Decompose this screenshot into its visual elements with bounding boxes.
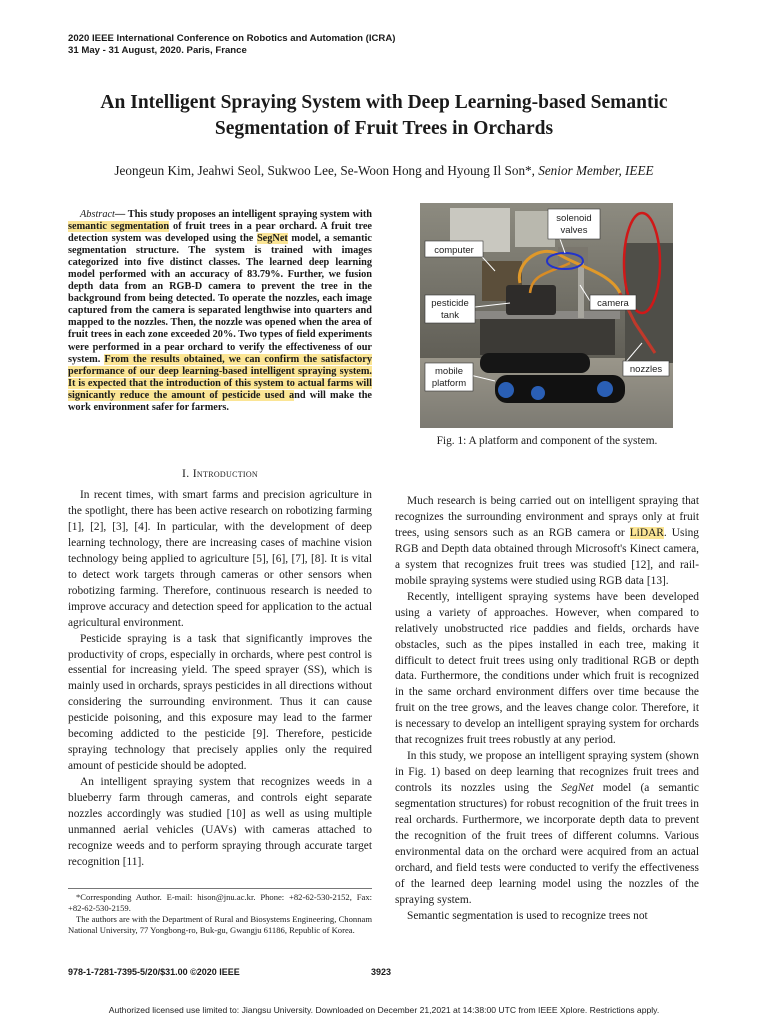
footnote-affiliation: The authors are with the Department of Rural and Biosystems Engineering, Chonnam National University, 77 Yongbong-ro, Buk-gu, Gwangju 61186, Republic of Korea.	[68, 913, 372, 935]
page-number: 3923	[371, 967, 392, 977]
abstract-label: Abstract	[80, 209, 115, 220]
footnote	[68, 888, 372, 936]
conference-header	[68, 33, 395, 57]
intro-right-column	[395, 494, 699, 925]
highlight-results: From the results obtained, we can confirm the satisfactory performance of our deep learning-based intelligent spraying system. It is expected that the introduction of this system to actual farms will signicantly reduce the amount of pesticide used a	[68, 353, 373, 401]
right-paragraph-2: Recently, intelligent spraying systems have been developed using a variety of approaches. However, when compared to relatively unobstructed rice paddies and fields, orchards have obstacles, such as the pipes installed in each tree, making it difficult to detect fruit trees using only traditional RGB or depth data. Furthermore, the conditions under which fruit is recognized in the same orchard environment differs over time because the fruit on the tree grows, and the leaves change color. Therefore, it is necessary to develop an intelligent spraying system for orchards that recognizes fruit trees robustly at any period.	[395, 590, 699, 747]
section-number: I.	[181, 466, 193, 480]
label-mobile-line1: mobile	[435, 366, 463, 377]
author-names: Jeongeun Kim, Jeahwi Seol, Sukwoo Lee, Se-Woon Hong and Hyoung Il Son*,	[114, 163, 535, 178]
author-line	[60, 162, 708, 180]
footnote-corresponding: *Corresponding Author. E-mail: hison@jnu.ac.kr. Phone: +82-62-530-2152, Fax: +82-62-530-2159.	[68, 892, 372, 913]
label-camera-text: camera	[597, 298, 629, 309]
title-line-1: An Intelligent Spraying System with Deep Learning-based Semantic	[100, 92, 668, 113]
abstract-text-1: This study proposes an intelligent spraying system with	[125, 209, 372, 220]
highlight-lidar: LiDAR	[629, 526, 664, 539]
highlight-semantic-segmentation: semantic segmentation	[68, 221, 170, 233]
right-paragraph-4: Semantic segmentation is used to recognize trees not	[407, 909, 648, 922]
label-mobile-platform	[425, 363, 473, 391]
label-solenoid-line1: solenoid	[556, 213, 592, 224]
right-p3-text-b: model (a semantic segmentation structures) for robust recognition of the fruit trees in real orchards. Furthermore, we incorporate depth data to prevent the recognition of the fruit trees of different columns. Various environmental data on the orchard were acquired from an actual orchard, and field tests were conducted to verify the effectiveness of the learned deep learning model using the nozzles of the spraying system.	[395, 782, 699, 906]
conference-dates: 31 May - 31 August, 2020. Paris, France	[68, 45, 247, 56]
label-pesticide-line2: tank	[441, 310, 459, 321]
intro-paragraph-1: In recent times, with smart farms and precision agriculture in the spotlight, there has been active research on robotizing farming [1], [2], [3], [4]. In particular, with the development of deep learning technology, there are increasing cases of machine vision technology being applied to agriculture [5], [6], [7], [8]. It is vital to detect work targets through cameras or other sensors when robotizing farming. Therefore, continuous research is needed to improve accuracy and detection speed for application to the actual agricultural environment.	[68, 489, 372, 629]
section-name: Introduction	[192, 466, 259, 480]
label-computer	[425, 241, 483, 257]
license-notice: Authorized licensed use limited to: Jiangsu University. Downloaded on December 21,2021 at 14:38:00 UTC from IEEE Xplore. Restrictions apply.	[108, 1005, 660, 1015]
platform-illustration	[420, 203, 673, 428]
right-p1-text-a: Much research is being carried out on intelligent spraying that recognizes the surrounding environment and sprays only at fruit trees, using sensors such as an RGB camera or	[395, 495, 699, 539]
intro-left-column	[68, 488, 372, 871]
label-pesticide-tank	[425, 295, 475, 323]
paper-title	[60, 90, 708, 142]
abstract-text-2: of fruit trees in a pear orchard. A fruit tree detection system was developed using the	[68, 221, 373, 245]
intro-paragraph-3: An intelligent spraying system that recognizes weeds in a blueberry farm through cameras, and controls eight separate nozzles accordingly was studied [10] as well as using multiple unmanned aerial vehicles (UAVs) with cameras attached to recognize weeds and to perform spraying through accurate target recognition [11].	[68, 776, 372, 868]
label-solenoid-line2: valves	[560, 225, 588, 236]
right-p1-text-b: . Using RGB and Depth data obtained through Microsoft's Kinect camera, a system that recognizes fruit trees was studied [12], and rail-mobile spraying systems were studied using RGB data [13].	[395, 526, 699, 587]
right-p3-text-a: In this study, we propose an intelligent spraying system (shown in Fig. 1) based on deep learning that recognizes fruit trees and controls its nozzles using the	[395, 750, 699, 795]
abstract-text-3: model, a semantic segmentation structure. The system is trained with images categorized into five distinct classes. The learned deep learning model performed with an accuracy of 83.79%. Further, we fusion depth data from an RGB-D camera to prevent the tree in the background from being detected. To operate the nozzles, each image captured from the camera is separated lengthwise into quarters and mapped to the nozzles. Then, the nozzle was opened when the area of fruit trees in each zone exceeded 20%. Two types of field experiments were performed in a pear orchard to verify the effectiveness of our system.	[68, 233, 372, 365]
label-pesticide-line1: pesticide	[431, 298, 469, 309]
label-computer-text: computer	[434, 245, 474, 256]
right-paragraph-3	[395, 749, 699, 909]
author-title: Senior Member, IEEE	[538, 163, 654, 178]
section-heading-introduction	[68, 466, 372, 481]
right-paragraph-1	[395, 494, 699, 590]
segnet-emphasis: SegNet	[561, 782, 594, 795]
figure-caption: Fig. 1: A platform and component of the system.	[436, 435, 658, 447]
conference-name: 2020 IEEE International Conference on Robotics and Automation (ICRA)	[68, 33, 396, 44]
label-camera	[590, 295, 636, 310]
figure-platform-photo	[420, 203, 673, 428]
label-solenoid-valves	[548, 209, 600, 239]
abstract-dash: —	[114, 209, 126, 220]
label-mobile-line2: platform	[431, 378, 467, 389]
label-nozzles-text: nozzles	[629, 364, 663, 375]
abstract-text-4: nd will make the work environment safer for farmers.	[68, 389, 372, 413]
title-line-2: Segmentation of Fruit Trees in Orchards	[214, 118, 554, 139]
label-nozzles	[623, 361, 669, 376]
isbn-line: 978-1-7281-7395-5/20/$31.00 ©2020 IEEE	[68, 967, 240, 977]
highlight-segnet: SegNet	[256, 233, 288, 245]
abstract	[68, 209, 372, 414]
intro-paragraph-2: Pesticide spraying is a task that significantly improves the productivity of crops, especially in orchards, where pest control is essential for increasing yield. The speed sprayer (SS), which is mainly used in orchards, sprays pesticides in all directions without considering the surrounding environment. Thus it can cause pesticide poisoning, and this exposure may lead to the farmer becoming addicted to the pesticide [9]. Therefore, pesticide spraying technology that precisely applies only the required amount of pesticide should be adopted.	[68, 632, 372, 773]
robot-frame	[480, 315, 615, 355]
